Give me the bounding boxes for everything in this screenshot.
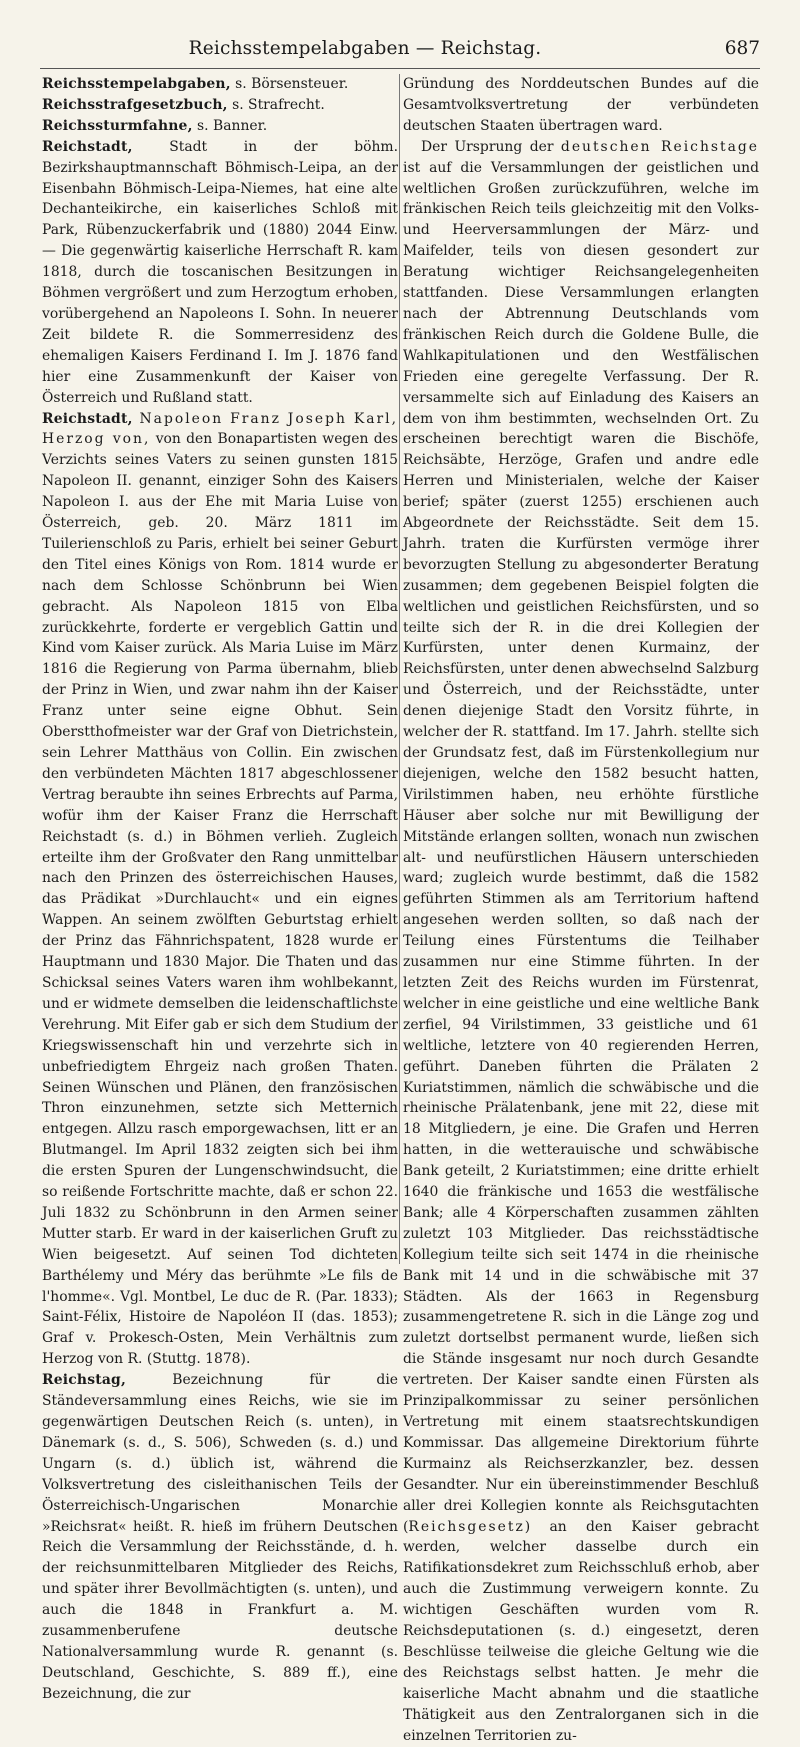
- headword: Reichstadt,: [42, 410, 133, 427]
- headword: Reichsstempelabgaben,: [42, 76, 231, 92]
- reichstag-history-paragraph: [403, 137, 759, 1747]
- entry-text: s. Strafrecht.: [227, 96, 325, 113]
- page-number: 687: [724, 38, 760, 59]
- headword: Reichstadt,: [42, 138, 133, 155]
- headword: Reichstag,: [42, 1372, 127, 1389]
- headword: Reichsstrafgesetzbuch,: [42, 96, 228, 113]
- entry-text: s. Banner.: [192, 117, 268, 134]
- paragraph-text: ) an den Kaiser gebracht werden, welcher dasselbe durch ein Ratifikationsdekret zum Reichsschluß erhob, aber auch die Zustimmung verweigern konnte. Zu wichtigen Geschäften wurden vom R. Reichsdeputationen (s. d.) eingesetzt, deren Beschlüsse teilweise die gleiche Geltung wie die des Reichstags selbst hatten. Je mehr die kaiserliche Macht abnahm und die staatliche Thätigkeit aus den Zentralorganen sich in die einzelnen Territorien zu-: [403, 1518, 759, 1744]
- entry-reichsstrafgesetzbuch: [42, 95, 398, 116]
- reichstag-continuation: Gründung des Norddeutschen Bundes auf die Gesamtvolksvertretung der verbündeten deutschen Staaten übertragen ward.: [403, 76, 759, 134]
- entry-reichstadt-place: [42, 137, 398, 409]
- entry-reichstag: [42, 1370, 398, 1705]
- entry-reichstadt-napoleon: [42, 409, 398, 1371]
- left-column: [42, 74, 398, 1702]
- spaced-term: deutschen Reichstage: [560, 138, 759, 155]
- spaced-term: Reichsgesetz: [408, 1518, 525, 1535]
- entry-text: Stadt in der böhm. Bezirkshauptmannschaft Böhmisch-Leipa, an der Eisenbahn Böhmisch-Leipa-Niemes, hat eine alte Dechanteikirche, ein kaiserliches Schloß mit Park, Rübenzuckerfabrik und (1880) 2044 Einw. — Die gegenwärtig kaiserliche Herrschaft R. kam 1818, durch die toscanischen Besitzungen in Böhmen vergrößert und zum Herzogtum erhoben, vorübergehend an Napoleons I. Sohn. In neuerer Zeit bildete R. die Sommerresidenz des ehemaligen Kaisers Ferdinand I. Im J. 1876 fand hier eine Zusammenkunft der Kaiser von Österreich und Rußland statt.: [42, 138, 398, 406]
- entry-text: von den Bonapartisten wegen des Verzichts seines Vaters zu seinen gunsten 1815 Napoleon II. genannt, einziger Sohn des Kaisers Napoleon I. aus der Ehe mit Maria Luise von Österreich, geb. 20. März 1811 im Tuilerienschloß zu Paris, erhielt bei seiner Geburt den Titel eines Königs von Rom. 1814 wurde er nach dem Schlosse Schönbrunn bei Wien gebracht. Als Napoleon 1815 von Elba zurückkehrte, forderte er vergeblich Gattin und Kind vom Kaiser zurück. Als Maria Luise im März 1816 die Regierung von Parma übernahm, blieb der Prinz in Wien, und zwar nahm ihn der Kaiser Franz unter seine eigne Obhut. Sein Oberstthofmeister war der Graf von Dietrichstein, sein Lehrer Matthäus von Collin. Ein zwischen den verbündeten Mächten 1817 abgeschlossener Vertrag beraubte ihn seines Erbrechts auf Parma, wofür ihm der Kaiser Franz die Herrschaft Reichstadt (s. d.) in Böhmen verlieh. Zugleich erteilte ihm der Großvater den Rang unmittelbar nach den Prinzen des österreichischen Hauses, das Prädikat »Durchlaucht« und ein eignes Wappen. An seinem zwölften Geburtstag erhielt der Prinz das Fähnrichspatent, 1828 wurde er Hauptmann und 1830 Major. Die Thaten und das Schicksal seines Vaters waren ihm wohlbekannt, und er widmete demselben die leidenschaftlichste Verehrung. Mit Eifer gab er sich dem Studium der Kriegswissenschaft hin und verzehrte sich in unbefriedigtem Ehrgeiz nach großen Thaten. Seinen Wünschen und Plänen, den französischen Thron einzunehmen, setzte sich Metternich entgegen. Allzu rasch emporgewachsen, litt er an Blutmangel. Im April 1832 zeigten sich bei ihm die ersten Spuren der Lungenschwindsucht, die so reißende Fortschritte machte, daß er schon 22. Juli 1832 zu Schönbrunn in den Armen seiner Mutter starb. Er ward in der kaiserlichen Gruft zu Wien beigesetzt. Auf seinen Tod dichteten Barthélemy und Méry das berühmte »Le fils de l'homme«. Vgl. Montbel, Le duc de R. (Par. 1833); Saint-Félix, Histoire de Napoléon II (das. 1853); Graf v. Prokesch-Osten, Mein Verhältnis zum Herzog von R. (Stuttg. 1878).: [42, 431, 398, 1368]
- paragraph-text: ist auf die Versammlungen der geistlichen und weltlichen Großen zurückzuführen, welche im fränkischen Reich teils gleichzeitig mit den Volks- und Heerversammlungen der März- und Maifelder, teils von diesen gesondert zur Beratung wichtiger Reichsangelegenheiten stattfanden. Diese Versammlungen erlangten nach der Abtrennung Deutschlands vom fränkischen Reich durch die Goldene Bulle, die Wahlkapitulationen und den Westfälischen Frieden eine geregelte Verfassung. Der R. versammelte sich auf Einladung des Kaisers an dem von ihm bestimmten, wechselnden Ort. Zu erscheinen berechtigt waren die Bischöfe, Reichsäbte, Herzöge, Grafen und andre edle Herren und Ministerialen, welche der Kaiser berief; später (zuerst 1255) erschienen auch Abgeordnete der Reichsstädte. Seit dem 15. Jahrh. traten die Kurfürsten vermöge ihrer bevorzugten Stellung zu abgesonderter Beratung zusammen; dem gegebenen Beispiel folgten die weltlichen und geistlichen Reichsfürsten, und so teilte sich der R. in die drei Kollegien der Kurfürsten, unter denen Kurmainz, der Reichsfürsten, unter denen abwechselnd Salzburg und Österreich, und der Reichsstädte, unter denen diejenige Stadt den Vorsitz führte, in welcher der R. stattfand. Im 17. Jahrh. stellte sich der Grundsatz fest, daß im Fürstenkollegium nur diejenigen, welche den 1582 besucht hatten, Virilstimmen haben, neu erhöhte fürstliche Häuser aber solche nur mit Bewilligung der Mitstände erlangen sollten, wonach nun zwischen alt- und neufürstlichen Häusern unterschieden ward; zugleich wurde bestimmt, daß die 1582 geführten Stimmen als am Territorium haftend angesehen werden sollten, so daß nach der Teilung eines Fürstentums die Teilhaber zusammen nur eine Stimme führten. In der letzten Zeit des Reichs wurden im Fürstenrat, welcher in eine geistliche und eine weltliche Bank zerfiel, 94 Virilstimmen, 33 geistliche und 61 weltliche, letztere von 40 regierenden Herren, geführt. Daneben führten die Prälaten 2 Kuriatstimmen, nämlich die schwäbische und die rheinische Prälatenbank, jene mit 22, diese mit 18 Mitgliedern, je eine. Die Grafen und Herren hatten, in die wetterauische und schwäbische Bank geteilt, 2 Kuriatstimmen; eine dritte erhielt 1640 die fränkische und 1653 die westfälische Bank; alle 4 Körperschaften zusammen zählten zuletzt 103 Mitglieder. Das reichsstädtische Kollegium teilte sich seit 1474 in die rheinische Bank mit 14 und in die schwäbische mit 37 Städten. Als der 1663 in Regensburg zusammengetretene R. sich in die Länge zog und zuletzt dortselbst permanent wurde, ließen sich die Stände insgesamt nur noch durch Gesandte vertreten. Der Kaiser sandte einen Fürsten als Prinzipalkommissar zu seiner persönlichen Vertretung mit einem staatsrechtskundigen Kommissar. Das allgemeine Direktorium führte Kurmainz als Reichserzkanzler, bez. dessen Gesandter. Nur ein übereinstimmender Beschluß aller drei Kollegien konnte als Reichsgutachten (: [403, 159, 759, 1535]
- right-column: [403, 74, 759, 1744]
- headword: Reichssturmfahne,: [42, 117, 193, 134]
- entry-reichsstempelabgaben: [42, 74, 398, 95]
- entry-person-name: Napoleon Franz Joseph Karl, Herzog von,: [42, 410, 398, 448]
- entry-text: Bezeichnung für die Ständeversammlung eines Reichs, wie sie im gegenwärtigen Deutschen Reich (s. unten), in Dänemark (s. d., S. 506), Schweden (s. d.) und Ungarn (s. d.) üblich ist, während die Volksvertretung des cisleithanischen Teils der Österreichisch-Ungarischen Monarchie »Reichsrat« heißt. R. hieß im frühern Deutschen Reich die Versammlung der Reichsstände, d. h. der reichsunmittelbaren Mitglieder des Reichs, und später ihrer Bevollmächtigten (s. unten), und auch die 1848 in Frankfurt a. M. zusammenberufene deutsche Nationalversammlung wurde R. genannt (s. Deutschland, Geschichte, S. 889 ff.), eine Bezeichnung, die zur: [42, 1372, 398, 1702]
- header-rule: [40, 68, 760, 69]
- paragraph-text: Der Ursprung der: [421, 138, 561, 155]
- entry-text: s. Börsensteuer.: [230, 76, 349, 92]
- column-divider: [399, 74, 400, 1264]
- entry-reichssturmfahne: [42, 116, 398, 137]
- page-header: [40, 38, 760, 68]
- running-head: Reichsstempelabgaben — Reichstag.: [188, 38, 542, 59]
